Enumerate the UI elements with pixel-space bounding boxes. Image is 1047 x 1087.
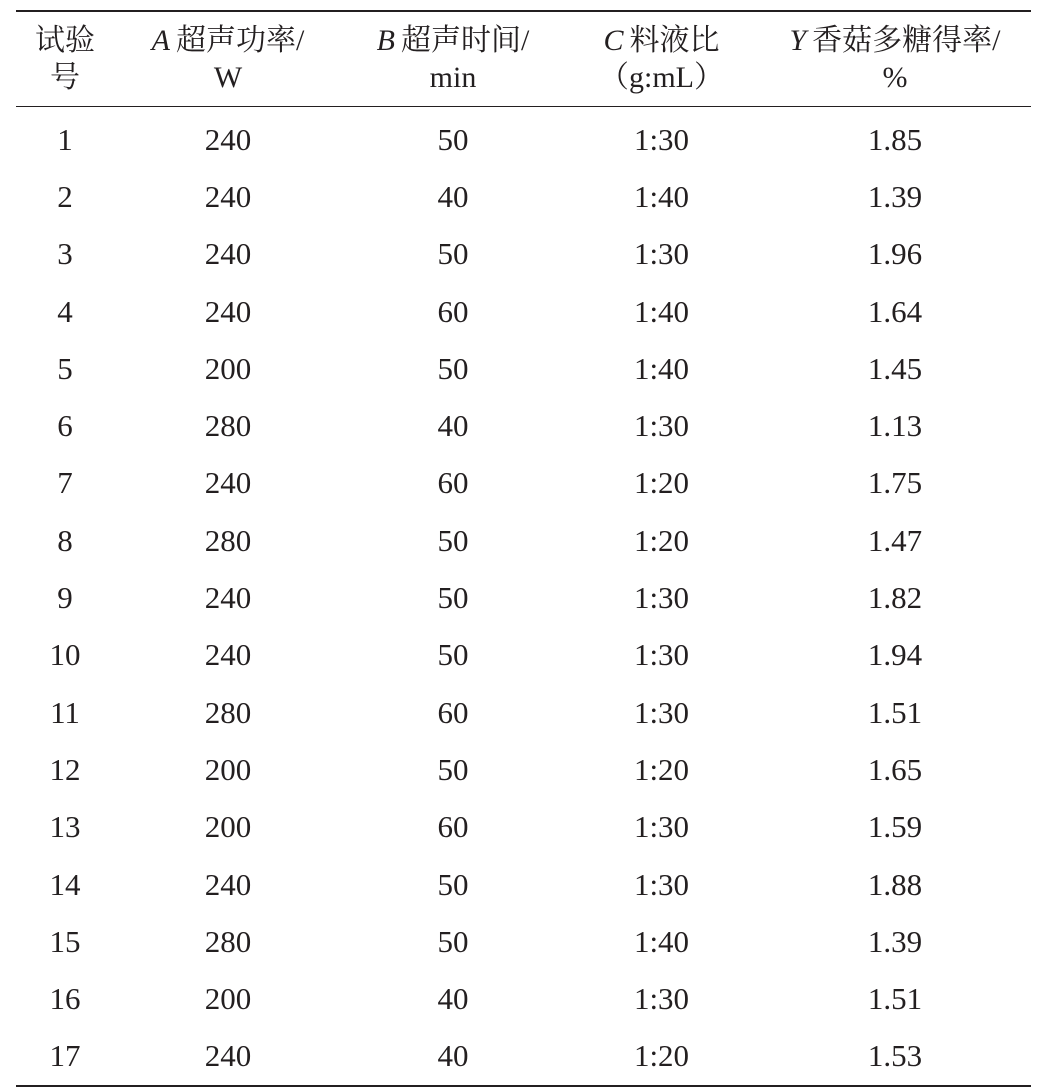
cell-trial-number: 3 <box>57 236 73 272</box>
table-row <box>16 168 1031 225</box>
cell-polysaccharide-yield: 1.51 <box>867 981 923 1017</box>
cell-solid-liquid-ratio: 1:40 <box>633 350 690 386</box>
cell-solid-liquid-ratio: 1:20 <box>633 1038 690 1074</box>
table-row <box>16 340 1031 397</box>
header-polysaccharide-yield <box>759 11 1031 107</box>
cell-polysaccharide-yield: 1.45 <box>867 350 923 386</box>
cell-ultrasonic-time: 50 <box>437 121 469 157</box>
cell-ultrasonic-power: 280 <box>204 694 252 730</box>
cell-ultrasonic-power: 200 <box>204 809 252 845</box>
cell-polysaccharide-yield: 1.13 <box>867 408 923 444</box>
cell-solid-liquid-ratio: 1:40 <box>633 293 690 329</box>
cell-polysaccharide-yield: 1.59 <box>867 809 923 845</box>
cell-ultrasonic-time: 40 <box>437 981 469 1017</box>
table-row <box>16 741 1031 798</box>
cell-ultrasonic-power: 240 <box>204 178 252 214</box>
cell-solid-liquid-ratio: 1:30 <box>633 694 690 730</box>
cell-polysaccharide-yield: 1.85 <box>867 121 923 157</box>
cell-ultrasonic-time: 50 <box>437 751 469 787</box>
cell-polysaccharide-yield: 1.88 <box>867 866 923 902</box>
table-row <box>16 913 1031 970</box>
cell-ultrasonic-time: 40 <box>437 178 469 214</box>
cell-trial-number: 12 <box>49 751 81 787</box>
cell-ultrasonic-power: 240 <box>204 1038 252 1074</box>
cell-solid-liquid-ratio: 1:30 <box>633 408 690 444</box>
header-polysaccharide-yield-label: 香菇多糖得率/ <box>812 24 1001 57</box>
cell-ultrasonic-power: 280 <box>204 923 252 959</box>
table-row <box>16 684 1031 741</box>
table-row <box>16 283 1031 340</box>
cell-trial-number: 14 <box>49 866 81 902</box>
cell-ultrasonic-time: 60 <box>437 694 469 730</box>
cell-polysaccharide-yield: 1.82 <box>867 580 923 616</box>
cell-solid-liquid-ratio: 1:20 <box>633 465 690 501</box>
table-row <box>16 226 1031 283</box>
cell-ultrasonic-power: 240 <box>204 866 252 902</box>
header-polysaccharide-yield-line1 <box>759 22 1031 59</box>
header-trial-number-line1: 试验 <box>35 24 95 57</box>
cell-ultrasonic-time: 60 <box>437 293 469 329</box>
cell-solid-liquid-ratio: 1:20 <box>633 751 690 787</box>
cell-ultrasonic-time: 50 <box>437 580 469 616</box>
table-row <box>16 799 1031 856</box>
cell-ultrasonic-power: 240 <box>204 236 252 272</box>
table-header <box>16 11 1031 107</box>
header-ultrasonic-time-line1 <box>342 22 564 59</box>
cell-trial-number: 17 <box>49 1038 81 1074</box>
cell-polysaccharide-yield: 1.75 <box>867 465 923 501</box>
cell-ultrasonic-power: 240 <box>204 637 252 673</box>
cell-ultrasonic-power: 240 <box>204 580 252 616</box>
table-row <box>16 455 1031 512</box>
cell-trial-number: 8 <box>57 522 73 558</box>
cell-trial-number: 1 <box>57 121 73 157</box>
cell-ultrasonic-power: 280 <box>204 408 252 444</box>
header-ultrasonic-power-label: 超声功率/ <box>175 24 305 57</box>
experiment-results-table <box>16 10 1031 1087</box>
header-solid-liquid-ratio-unit: （g:mL） <box>599 61 724 94</box>
cell-ultrasonic-time: 50 <box>437 522 469 558</box>
cell-polysaccharide-yield: 1.53 <box>867 1038 923 1074</box>
cell-ultrasonic-time: 40 <box>437 1038 469 1074</box>
cell-trial-number: 15 <box>49 923 81 959</box>
cell-ultrasonic-time: 40 <box>437 408 469 444</box>
cell-ultrasonic-time: 60 <box>437 809 469 845</box>
cell-ultrasonic-power: 240 <box>204 121 252 157</box>
cell-ultrasonic-power: 200 <box>204 350 252 386</box>
header-ultrasonic-power-unit: W <box>213 61 243 94</box>
header-solid-liquid-ratio-line1 <box>564 22 759 59</box>
cell-ultrasonic-time: 50 <box>437 350 469 386</box>
header-solid-liquid-ratio-var: C <box>603 24 624 57</box>
cell-solid-liquid-ratio: 1:30 <box>633 236 690 272</box>
cell-ultrasonic-time: 60 <box>437 465 469 501</box>
table-row <box>16 107 1031 169</box>
cell-polysaccharide-yield: 1.39 <box>867 178 923 214</box>
cell-solid-liquid-ratio: 1:30 <box>633 580 690 616</box>
header-trial-number <box>16 11 114 107</box>
table-row <box>16 627 1031 684</box>
cell-solid-liquid-ratio: 1:30 <box>633 121 690 157</box>
cell-solid-liquid-ratio: 1:20 <box>633 522 690 558</box>
cell-trial-number: 5 <box>57 350 73 386</box>
cell-ultrasonic-time: 50 <box>437 923 469 959</box>
header-trial-number-line2: 号 <box>50 61 80 94</box>
cell-trial-number: 4 <box>57 293 73 329</box>
cell-trial-number: 13 <box>49 809 81 845</box>
cell-trial-number: 6 <box>57 408 73 444</box>
cell-ultrasonic-power: 280 <box>204 522 252 558</box>
table-row <box>16 512 1031 569</box>
cell-trial-number: 2 <box>57 178 73 214</box>
cell-ultrasonic-power: 200 <box>204 751 252 787</box>
table-row <box>16 856 1031 913</box>
header-solid-liquid-ratio <box>564 11 759 107</box>
results-table-container <box>16 10 1031 1087</box>
cell-solid-liquid-ratio: 1:40 <box>633 923 690 959</box>
cell-ultrasonic-power: 240 <box>204 293 252 329</box>
cell-ultrasonic-time: 50 <box>437 236 469 272</box>
header-polysaccharide-yield-unit: % <box>882 61 908 94</box>
header-ultrasonic-time-var: B <box>376 24 395 57</box>
cell-trial-number: 7 <box>57 465 73 501</box>
header-row <box>16 11 1031 107</box>
table-row <box>16 569 1031 626</box>
header-ultrasonic-time-label: 超声时间/ <box>400 24 530 57</box>
cell-polysaccharide-yield: 1.64 <box>867 293 923 329</box>
cell-trial-number: 16 <box>49 981 81 1017</box>
cell-ultrasonic-power: 240 <box>204 465 252 501</box>
cell-trial-number: 9 <box>57 580 73 616</box>
table-body <box>16 107 1031 1087</box>
table-row <box>16 1028 1031 1086</box>
cell-polysaccharide-yield: 1.39 <box>867 923 923 959</box>
cell-trial-number: 11 <box>50 694 80 730</box>
header-polysaccharide-yield-var: Y <box>789 24 807 57</box>
cell-ultrasonic-time: 50 <box>437 637 469 673</box>
header-ultrasonic-time-unit: min <box>429 61 477 94</box>
cell-solid-liquid-ratio: 1:40 <box>633 178 690 214</box>
table-row <box>16 970 1031 1027</box>
header-ultrasonic-power <box>114 11 342 107</box>
cell-ultrasonic-power: 200 <box>204 981 252 1017</box>
cell-trial-number: 10 <box>49 637 81 673</box>
header-ultrasonic-power-line1 <box>114 22 342 59</box>
cell-polysaccharide-yield: 1.96 <box>867 236 923 272</box>
cell-solid-liquid-ratio: 1:30 <box>633 637 690 673</box>
cell-solid-liquid-ratio: 1:30 <box>633 866 690 902</box>
cell-polysaccharide-yield: 1.51 <box>867 694 923 730</box>
cell-polysaccharide-yield: 1.94 <box>867 637 923 673</box>
cell-solid-liquid-ratio: 1:30 <box>633 981 690 1017</box>
cell-ultrasonic-time: 50 <box>437 866 469 902</box>
cell-solid-liquid-ratio: 1:30 <box>633 809 690 845</box>
cell-polysaccharide-yield: 1.65 <box>867 751 923 787</box>
table-row <box>16 397 1031 454</box>
cell-polysaccharide-yield: 1.47 <box>867 522 923 558</box>
header-ultrasonic-power-var: A <box>151 24 170 57</box>
header-ultrasonic-time <box>342 11 564 107</box>
header-solid-liquid-ratio-label: 料液比 <box>629 24 720 57</box>
